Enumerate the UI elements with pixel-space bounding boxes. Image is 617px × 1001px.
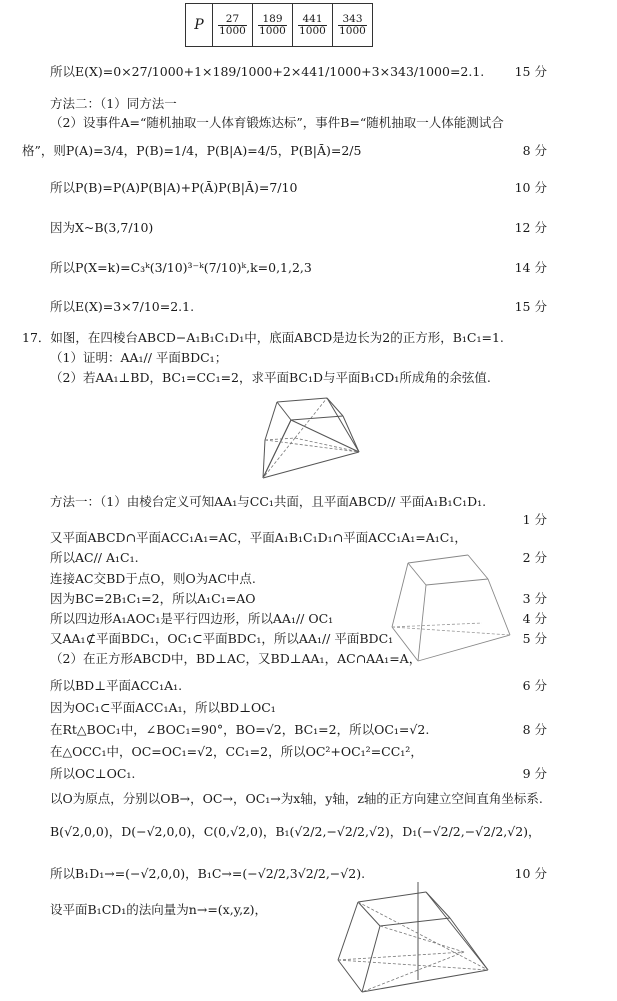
event-definition-line: （2）设事件A=“随机抽取一人体育锻炼达标”，事件B=“随机抽取一人体能测试合 [50,115,504,130]
score-4: 4 分 [522,611,547,626]
probability-values-line: 格”，则P(A)=3/4，P(B)=1/4，P(B|A)=4/5，P(B|Ā)=2/5 [22,143,362,158]
score-2: 2 分 [522,550,547,565]
score-1: 1 分 [522,512,547,527]
expectation-line: 所以E(X)=0×27/1000+1×189/1000+2×441/1000+3×343/1000=2.1. [50,64,485,79]
problem-17-part-1: （1）证明：AA₁// 平面BDC₁； [50,350,228,365]
frustum-figure [255,390,375,482]
score-8-b: 8 分 [522,722,547,737]
score-8-a: 8 分 [522,143,547,158]
score-9: 9 分 [522,766,547,781]
table-cell: $\frac{343}{1000}$ [333,4,373,47]
coordinate-frustum-figure [318,880,503,998]
frustum-overlay-figure [378,545,518,665]
normal-vector-line: 设平面B₁CD₁的法向量为n→=(x,y,z)， [50,902,268,917]
probability-table [185,3,373,47]
score-10-b: 10 分 [514,866,547,881]
method-one-line-10: 因为OC₁⊂平面ACC₁A₁，所以BD⊥OC₁ [50,700,276,715]
score-12: 12 分 [514,220,547,235]
method-one-line-13: 所以OC⊥OC₁. [50,766,136,781]
table-header-cell: P [186,4,213,47]
score-15-b: 15 分 [514,299,547,314]
method-one-line-12: 在△OCC₁中，OC=OC₁=√2，CC₁=2，所以OC²+OC₁²=CC₁²， [50,744,423,759]
method-one-line-7: 又AA₁⊄平面BDC₁，OC₁⊂平面BDC₁，所以AA₁// 平面BDC₁ [50,631,394,646]
vector-line: 所以B₁D₁→=(−√2,0,0)，B₁C→=(−√2/2,3√2/2,−√2). [50,866,366,881]
binomial-line: 因为X~B(3,7/10) [50,220,154,235]
table-cell: $\frac{27}{1000}$ [213,4,253,47]
method-one-line-3: 所以AC// A₁C₁. [50,550,139,565]
expectation-line-2: 所以E(X)=3×7/10=2.1. [50,299,195,314]
method-one-line-5: 因为BC=2B₁C₁=2，所以A₁C₁=AO [50,591,256,606]
method-one-line-6: 所以四边形A₁AOC₁是平行四边形，所以AA₁// OC₁ [50,611,334,626]
method-one-line-8: （2）在正方形ABCD中，BD⊥AC，又BD⊥AA₁，AC∩AA₁=A， [50,651,422,666]
score-14: 14 分 [514,260,547,275]
method-one-line-1: 方法一：（1）由棱台定义可知AA₁与CC₁共面，且平面ABCD// 平面A₁B₁C₁D₁. [50,494,487,509]
method-one-line-4: 连接AC交BD于点O，则O为AC中点. [50,571,256,586]
coordinate-system-line: 以O为原点，分别以OB→，OC→，OC₁→为x轴，y轴，z轴的正方向建立空间直角坐标系. [50,791,543,806]
problem-17-part-2: （2）若AA₁⊥BD，BC₁=CC₁=2，求平面BC₁D与平面B₁CD₁所成角的余弦值. [50,370,491,385]
problem-17-statement: 17．如图，在四棱台ABCD−A₁B₁C₁D₁中，底面ABCD是边长为2的正方形，B₁C₁=1. [22,330,504,345]
table-cell: $\frac{189}{1000}$ [253,4,293,47]
score-15-a: 15 分 [514,64,547,79]
method-one-line-2: 又平面ABCD∩平面ACC₁A₁=AC，平面A₁B₁C₁D₁∩平面ACC₁A₁=A₁C₁， [50,530,467,545]
score-5: 5 分 [522,631,547,646]
total-probability-line: 所以P(B)=P(A)P(B|A)+P(Ā)P(B|Ā)=7/10 [50,180,298,195]
method-one-line-11: 在Rt△BOC₁中，∠BOC₁=90°，BO=√2，BC₁=2，所以OC₁=√2. [50,722,430,737]
score-6: 6 分 [522,678,547,693]
method-one-line-9: 所以BD⊥平面ACC₁A₁. [50,678,183,693]
point-coordinates-line: B(√2,0,0)，D(−√2,0,0)，C(0,√2,0)，B₁(√2/2,−√2/2,√2)，D₁(−√2/2,−√2/2,√2)， [50,824,541,839]
table-cell: $\frac{441}{1000}$ [293,4,333,47]
method-two-heading: 方法二：（1）同方法一 [50,96,177,111]
score-3: 3 分 [522,591,547,606]
score-10-a: 10 分 [514,180,547,195]
distribution-line: 所以P(X=k)=C₃ᵏ(3/10)³⁻ᵏ(7/10)ᵏ,k=0,1,2,3 [50,260,312,275]
